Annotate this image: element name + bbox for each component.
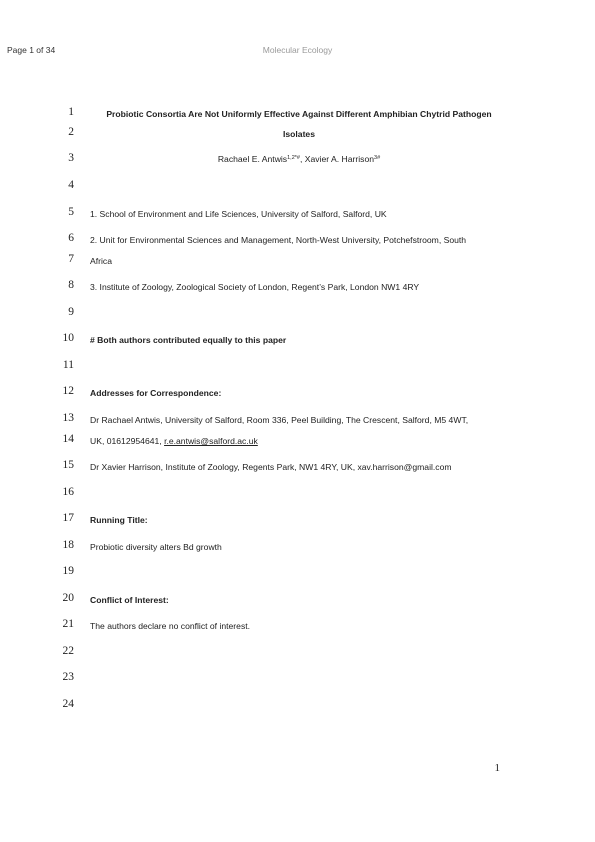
author-1-name: Rachael E. Antwis: [217, 154, 288, 164]
affiliation-2-line-2: Africa: [90, 256, 112, 266]
line-number: 5: [68, 206, 74, 218]
line-number: 20: [62, 592, 74, 604]
line-number: 17: [62, 512, 74, 524]
line-number: 14: [62, 433, 74, 445]
line-number: 8: [68, 279, 74, 291]
line-number: 10: [62, 332, 74, 344]
page-count-label: Page 1 of 34: [7, 45, 56, 55]
correspondence-heading: Addresses for Correspondence:: [90, 388, 222, 398]
line-number: 7: [68, 253, 74, 265]
line-number: 18: [62, 539, 74, 551]
line-number: 13: [62, 412, 74, 424]
author-separator: ,: [299, 154, 305, 164]
line-number: 24: [62, 698, 74, 710]
line-number: 12: [62, 385, 74, 397]
running-title-heading: Running Title:: [90, 515, 148, 525]
author-2-name: Xavier A. Harrison: [304, 154, 375, 164]
line-number: 15: [62, 459, 74, 471]
conflict-heading: Conflict of Interest:: [90, 595, 169, 605]
running-title-text: Probiotic diversity alters Bd growth: [90, 542, 222, 552]
conflict-text: The authors declare no conflict of interest.: [90, 621, 251, 631]
line-number: 11: [62, 359, 74, 371]
line-number: 19: [62, 565, 74, 577]
author-1-affiliation-marks: 1,2*#: [287, 155, 300, 161]
affiliation-3: 3. Institute of Zoology, Zoological Society of London, Regent’s Park, London NW1 4RY: [90, 282, 420, 292]
journal-name: Molecular Ecology: [262, 45, 333, 55]
equal-contribution-note: # Both authors contributed equally to this paper: [90, 335, 287, 345]
author-2-affiliation-marks: 3#: [374, 155, 381, 161]
page-number: 1: [494, 762, 500, 774]
line-number: 1: [68, 106, 74, 118]
paper-title-line-2: Isolates: [282, 129, 315, 139]
correspondence-1-phone: UK, 01612954641,: [90, 436, 165, 446]
line-number: 2: [68, 126, 74, 138]
affiliation-2-line-1: 2. Unit for Environmental Sciences and Management, North-West University, Potchefstroom, South: [90, 235, 467, 245]
line-number: 9: [68, 306, 74, 318]
line-number: 3: [68, 152, 74, 164]
correspondence-2: Dr Xavier Harrison, Institute of Zoology, Regents Park, NW1 4RY, UK, xav.harrison@gmail.com: [90, 462, 452, 472]
correspondence-1-line-1: Dr Rachael Antwis, University of Salford, Room 336, Peel Building, The Crescent, Salford, M5 4WT,: [90, 415, 469, 425]
line-number: 23: [62, 671, 74, 683]
correspondence-1-email-link[interactable]: r.e.antwis@salford.ac.uk: [164, 436, 258, 446]
line-number: 6: [68, 232, 74, 244]
line-number: 4: [68, 179, 74, 191]
affiliation-1: 1. School of Environment and Life Sciences, University of Salford, Salford, UK: [90, 209, 387, 219]
line-number: 22: [62, 645, 74, 657]
author-line: [90, 154, 508, 164]
line-number: 21: [62, 618, 74, 630]
paper-title-line-1: Probiotic Consortia Are Not Uniformly Effective Against Different Amphibian Chytrid Pathogen: [106, 109, 492, 119]
line-number: 16: [62, 486, 74, 498]
correspondence-1-line-2: [90, 436, 508, 446]
